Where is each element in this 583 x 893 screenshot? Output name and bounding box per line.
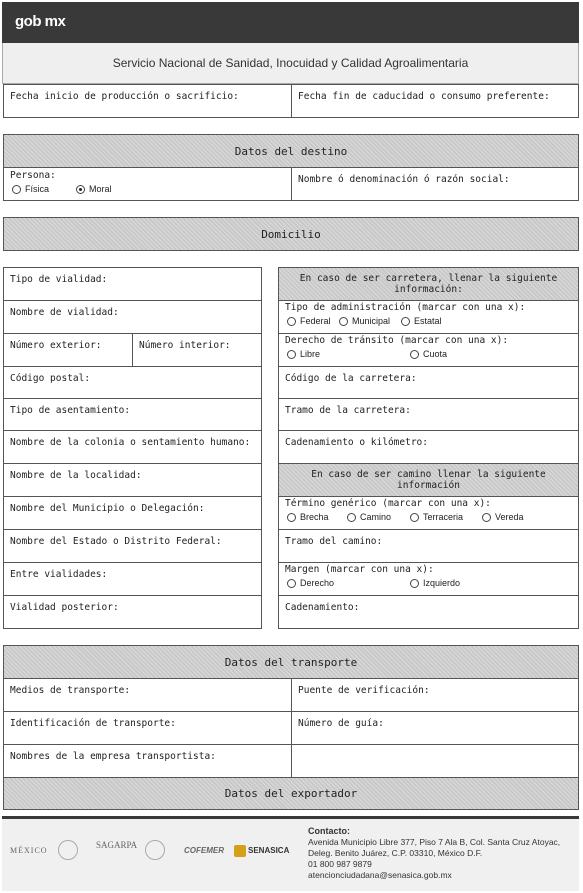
- radio-terraceria[interactable]: [410, 512, 463, 522]
- section-domicilio-header: Domicilio: [3, 217, 579, 251]
- colonia-label: Nombre de la colonia o sentamiento humano:: [10, 437, 251, 448]
- puente-verificacion-label: Puente de verificación:: [298, 685, 430, 696]
- radio-estatal-label: Estatal: [414, 316, 442, 326]
- camino-header: En caso de ser camino llenar la siguiente información: [278, 463, 579, 497]
- radio-circle-icon: [410, 513, 419, 522]
- razon-social-label: Nombre ó denominación ó razón social:: [298, 174, 510, 185]
- localidad-label: Nombre de la localidad:: [10, 470, 142, 481]
- tramo-carretera-field[interactable]: [278, 398, 579, 431]
- seal-icon: [145, 840, 165, 860]
- radio-selected-icon: [76, 185, 85, 194]
- radio-camino-label: Camino: [360, 512, 392, 522]
- puente-verificacion-field[interactable]: [291, 678, 579, 712]
- cadenamiento-field[interactable]: [278, 595, 579, 629]
- radio-izquierdo[interactable]: [410, 578, 460, 588]
- radio-estatal[interactable]: [401, 316, 442, 326]
- radio-circle-icon: [410, 350, 419, 359]
- termino-generico-field: [278, 496, 579, 530]
- termino-generico-label: Término genérico (marcar con una x):: [285, 498, 491, 509]
- margen-field: [278, 562, 579, 596]
- radio-circle-icon: [287, 513, 296, 522]
- section-destino-header: Datos del destino: [3, 134, 579, 168]
- radio-terraceria-label: Terraceria: [423, 512, 464, 522]
- radio-municipal[interactable]: [339, 316, 390, 326]
- codigo-postal-label: Código postal:: [10, 373, 91, 384]
- num-exterior-field[interactable]: [3, 333, 133, 367]
- section-exportador-header: Datos del exportador: [3, 777, 579, 810]
- entre-vialidades-field[interactable]: [3, 562, 262, 596]
- radio-moral-label: Moral: [89, 184, 112, 194]
- cadenamiento-km-label: Cadenamiento o kilómetro:: [285, 437, 428, 448]
- identificacion-transporte-label: Identificación de transporte:: [10, 718, 176, 729]
- fecha-inicio-field[interactable]: [3, 84, 292, 118]
- tramo-carretera-label: Tramo de la carretera:: [285, 405, 411, 416]
- codigo-carretera-label: Código de la carretera:: [285, 373, 417, 384]
- radio-circle-icon: [347, 513, 356, 522]
- tipo-administracion-label: Tipo de administración (marcar con una x):: [285, 302, 526, 313]
- radio-circle-icon: [482, 513, 491, 522]
- nombre-vialidad-field[interactable]: [3, 300, 262, 334]
- contact-block: [308, 826, 560, 881]
- radio-derecho-label: Derecho: [300, 578, 335, 588]
- seal-icon: [58, 840, 78, 860]
- empty-cell: [291, 744, 579, 778]
- numero-guia-label: Número de guía:: [298, 718, 384, 729]
- cadenamiento-km-field[interactable]: [278, 430, 579, 464]
- radio-circle-icon: [410, 579, 419, 588]
- fecha-fin-field[interactable]: [291, 84, 579, 118]
- vialidad-posterior-field[interactable]: [3, 595, 262, 629]
- radio-cuota-label: Cuota: [423, 349, 448, 359]
- radio-fisica-label: Física: [25, 184, 50, 194]
- radio-derecho[interactable]: [287, 578, 334, 588]
- tramo-camino-label: Tramo del camino:: [285, 536, 383, 547]
- senasica-logo: SENASICA: [248, 846, 290, 855]
- radio-municipal-label: Municipal: [352, 316, 391, 326]
- radio-circle-icon: [287, 350, 296, 359]
- entre-vialidades-label: Entre vialidades:: [10, 569, 108, 580]
- senasica-emblem-icon: [234, 845, 246, 857]
- radio-brecha-label: Brecha: [300, 512, 329, 522]
- radio-vereda[interactable]: [482, 512, 524, 522]
- empresa-transportista-field[interactable]: [3, 744, 292, 778]
- margen-label: Margen (marcar con una x):: [285, 564, 434, 575]
- tipo-administracion-field: [278, 300, 579, 334]
- radio-circle-icon: [339, 317, 348, 326]
- fecha-fin-label: Fecha fin de caducidad o consumo preferente:: [298, 91, 550, 102]
- num-interior-label: Número interior:: [139, 340, 231, 351]
- phone: 01 800 987 9879: [308, 859, 372, 869]
- nombre-vialidad-label: Nombre de vialidad:: [10, 307, 119, 318]
- radio-moral[interactable]: [76, 184, 112, 194]
- radio-federal[interactable]: [287, 316, 331, 326]
- radio-camino[interactable]: [347, 512, 391, 522]
- radio-vereda-label: Vereda: [495, 512, 524, 522]
- identificacion-transporte-field[interactable]: [3, 711, 292, 745]
- gobmx-logo[interactable]: gob mx: [15, 13, 66, 30]
- top-banner: [2, 2, 579, 43]
- estado-label: Nombre del Estado o Distrito Federal:: [10, 536, 222, 547]
- tipo-vialidad-label: Tipo de vialidad:: [10, 274, 108, 285]
- mexico-logo: MÉXICO: [10, 846, 48, 855]
- address-line-1: Avenida Municipio Libre 377, Piso 7 Ala B, Col. Santa Cruz Atoyac,: [308, 837, 561, 847]
- num-interior-field[interactable]: [132, 333, 262, 367]
- radio-cuota[interactable]: [410, 349, 447, 359]
- codigo-carretera-field[interactable]: [278, 366, 579, 399]
- tipo-vialidad-field[interactable]: [3, 267, 262, 301]
- radio-circle-icon: [287, 317, 296, 326]
- radio-federal-label: Federal: [300, 316, 331, 326]
- radio-circle-icon: [401, 317, 410, 326]
- address-line-2: Deleg. Benito Juárez, C.P. 03310, México D.F.: [308, 848, 483, 858]
- vialidad-posterior-label: Vialidad posterior:: [10, 602, 119, 613]
- radio-fisica[interactable]: [12, 184, 49, 194]
- tipo-asentamiento-label: Tipo de asentamiento:: [10, 405, 131, 416]
- sagarpa-logo: SAGARPA: [96, 840, 138, 850]
- cadenamiento-label: Cadenamiento:: [285, 602, 360, 613]
- agency-title: Servicio Nacional de Sanidad, Inocuidad y Calidad Agroalimentaria: [2, 43, 579, 84]
- codigo-postal-field[interactable]: [3, 366, 262, 399]
- municipio-label: Nombre del Municipio o Delegación:: [10, 503, 205, 514]
- contact-title: Contacto:: [308, 826, 350, 836]
- radio-brecha[interactable]: [287, 512, 329, 522]
- email-link[interactable]: atencionciudadana@senasica.gob.mx: [308, 870, 452, 880]
- radio-libre-label: Libre: [300, 349, 321, 359]
- tramo-camino-field[interactable]: [278, 529, 579, 563]
- persona-field: [3, 167, 292, 201]
- empresa-transportista-label: Nombres de la empresa transportista:: [10, 751, 216, 762]
- radio-circle-icon: [287, 579, 296, 588]
- localidad-field[interactable]: [3, 463, 262, 497]
- tipo-asentamiento-field[interactable]: [3, 398, 262, 431]
- municipio-field[interactable]: [3, 496, 262, 530]
- medios-transporte-field[interactable]: [3, 678, 292, 712]
- radio-circle-icon: [12, 185, 21, 194]
- cofemer-logo: COFEMER: [184, 846, 224, 855]
- numero-guia-field[interactable]: [291, 711, 579, 745]
- num-exterior-label: Número exterior:: [10, 340, 102, 351]
- razon-social-field[interactable]: [291, 167, 579, 201]
- carretera-header: En caso de ser carretera, llenar la siguiente información:: [278, 267, 579, 301]
- colonia-field[interactable]: [3, 430, 262, 464]
- derecho-transito-field: [278, 333, 579, 367]
- derecho-transito-label: Derecho de tránsito (marcar con una x):: [285, 335, 509, 346]
- fecha-inicio-label: Fecha inicio de producción o sacrificio:: [10, 91, 239, 102]
- medios-transporte-label: Medios de transporte:: [10, 685, 131, 696]
- persona-label: Persona:: [10, 170, 56, 181]
- radio-libre[interactable]: [287, 349, 320, 359]
- radio-izquierdo-label: Izquierdo: [423, 578, 461, 588]
- estado-field[interactable]: [3, 529, 262, 563]
- section-transporte-header: Datos del transporte: [3, 645, 579, 679]
